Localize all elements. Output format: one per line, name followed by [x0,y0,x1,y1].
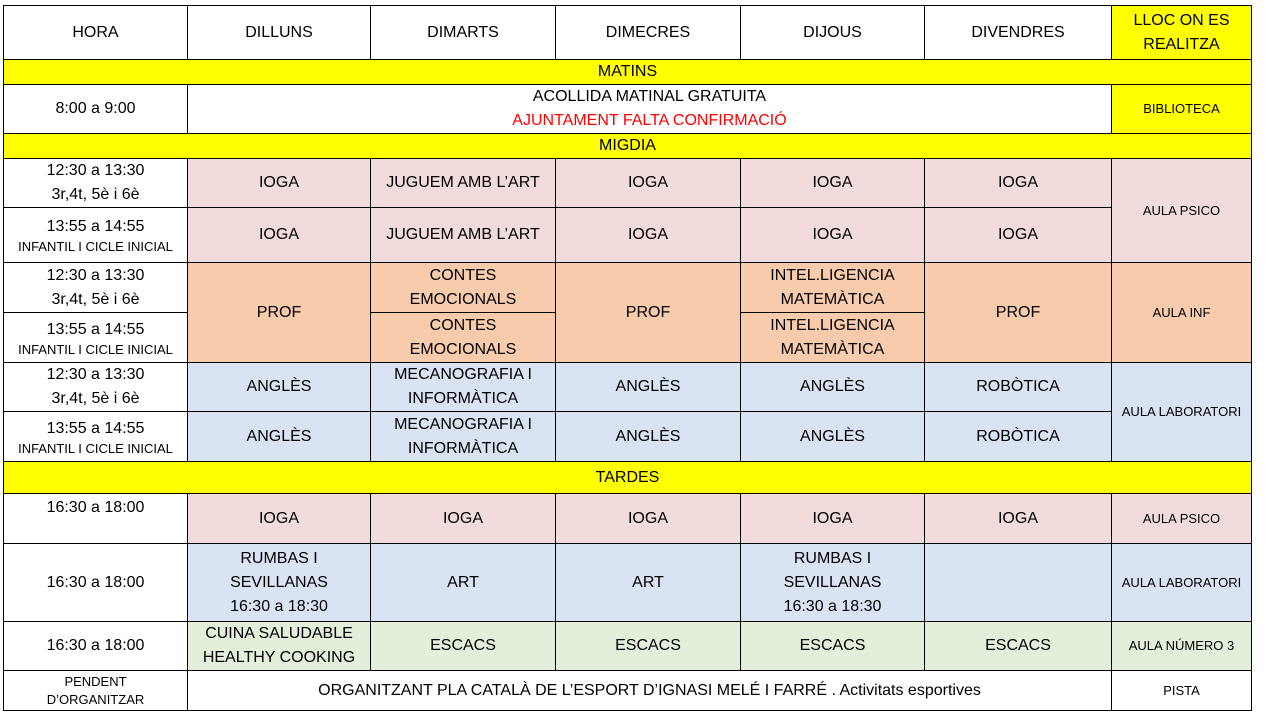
activity-line: SEVILLANAS [230,573,328,591]
migdia-lab-row2 [4,412,1252,462]
activity-cell: ANGLÈS [556,363,741,412]
activity-cell: ANGLÈS [741,363,925,412]
activity-cell: ART [556,544,741,622]
activity-cell: IOGA [925,208,1112,263]
activity-cell: ANGLÈS [556,412,741,462]
activity-line: CONTES [429,316,497,334]
section-row [4,60,1252,85]
place-cell: PISTA [1112,671,1252,711]
activity-cell: ANGLÈS [188,363,371,412]
header-hora: HORA [4,6,188,60]
activity-cell: IOGA [556,494,741,544]
activity-cell: PROF [556,263,741,363]
header-day: DIVENDRES [925,6,1112,60]
activity-cell: IOGA [741,159,925,208]
activity-cell: ESCACS [741,622,925,671]
place-cell: AULA LABORATORI [1112,544,1252,622]
activity-line: HEALTHY COOKING [202,649,356,666]
activity-cell: PROF [188,263,371,363]
activity-cell: IOGA [556,159,741,208]
activity-line: SEVILLANAS [783,573,882,591]
activity-cell [371,412,556,462]
time-cell [4,412,188,462]
activity-line: EMOCIONALS [409,340,517,358]
activity-cell: ANGLÈS [741,412,925,462]
activity-line: 16:30 a 18:30 [230,597,328,615]
activity-cell [741,544,925,622]
migdia-psico-row1 [4,159,1252,208]
time-range: 13:55 a 14:55 [46,320,145,338]
time-cell: 16:30 a 18:00 [4,622,188,671]
activity-cell: ESCACS [556,622,741,671]
activity-line: INTEL.LIGENCIA [770,316,895,334]
header-day: DIMARTS [371,6,556,60]
acollida-activity: ACOLLIDA MATINAL GRATUITA [532,88,767,105]
header-day: DIMECRES [556,6,741,60]
activity-cell: ESCACS [371,622,556,671]
migdia-inf-row1 [4,263,1252,313]
place-cell: AULA PSICO [1112,159,1252,263]
activity-cell: JUGUEM AMB L’ART [371,208,556,263]
activity-cell: IOGA [556,208,741,263]
header-lloc-line2: REALITZA [1143,35,1220,53]
section-matins: MATINS [4,60,1252,85]
place-cell: AULA LABORATORI [1112,363,1252,462]
activity-cell: IOGA [188,159,371,208]
time-line: D’ORGANITZAR [46,691,145,707]
time-cell: 16:30 a 18:00 [4,544,188,622]
section-row [4,134,1252,159]
activity-cell [741,313,925,363]
activity-cell: ROBÒTICA [925,363,1112,412]
time-group: 3r,4t, 5è i 6è [51,390,140,407]
activity-cell: IOGA [188,494,371,544]
time-line: PENDENT [64,673,127,689]
activity-cell: IOGA [925,494,1112,544]
section-migdia: MIGDIA [4,134,1252,159]
time-group: 3r,4t, 5è i 6è [51,186,140,203]
acollida-cell [188,85,1112,134]
place-cell: BIBLIOTECA [1112,85,1252,134]
time-group: 3r,4t, 5è i 6è [51,290,140,308]
time-cell [4,671,188,711]
time-cell [4,208,188,263]
time-group: INFANTIL I CICLE INICIAL [18,440,173,456]
time-range: 13:55 a 14:55 [46,419,145,437]
place-cell: AULA PSICO [1112,494,1252,544]
tardes-row1 [4,494,1252,544]
activity-line: 16:30 a 18:30 [783,597,882,615]
activity-line: RUMBAS I [240,549,318,567]
activity-line: MECANOGRAFIA I [394,366,532,383]
activity-line: CONTES [429,266,497,284]
activity-cell: JUGUEM AMB L’ART [371,159,556,208]
activity-cell [188,622,371,671]
tardes-row2 [4,544,1252,622]
activity-cell: IOGA [188,208,371,263]
place-cell: AULA NÚMERO 3 [1112,622,1252,671]
time-cell [4,363,188,412]
activity-cell [925,544,1112,622]
time-range: 12:30 a 13:30 [46,266,145,284]
time-group: INFANTIL I CICLE INICIAL [18,239,173,254]
activity-cell: PROF [925,263,1112,363]
header-day: DILLUNS [188,6,371,60]
time-range: 12:30 a 13:30 [46,162,145,179]
activity-cell: ROBÒTICA [925,412,1112,462]
activity-cell [188,544,371,622]
tardes-row3 [4,622,1252,671]
activity-line: MECANOGRAFIA I [394,415,532,433]
migdia-psico-row2 [4,208,1252,263]
place-cell: AULA INF [1112,263,1252,363]
time-cell: 8:00 a 9:00 [4,85,188,134]
time-cell [4,263,188,313]
time-range: 13:55 a 14:55 [46,218,145,235]
section-row [4,462,1252,494]
header-day: DIJOUS [741,6,925,60]
activity-cell: ANGLÈS [188,412,371,462]
time-cell [4,313,188,363]
activity-line: RUMBAS I [793,549,872,567]
activity-line: INFORMÀTICA [407,439,519,457]
activity-line: MATEMÀTICA [780,340,885,358]
activity-cell: IOGA [741,208,925,263]
matins-row [4,85,1252,134]
activity-line: CUINA SALUDABLE [205,625,353,642]
activity-cell: IOGA [371,494,556,544]
migdia-lab-row1 [4,363,1252,412]
header-lloc [1112,6,1252,60]
activity-cell [371,363,556,412]
activity-cell: IOGA [741,494,925,544]
time-range: 12:30 a 13:30 [46,366,145,383]
activity-cell: ORGANITZANT PLA CATALÀ DE L’ESPORT D’IGNASI MELÉ I FARRÉ . Activitats esportives [188,671,1112,711]
activity-line: EMOCIONALS [409,290,517,308]
tardes-row4 [4,671,1252,711]
schedule-table [3,5,1252,711]
activity-cell [371,263,556,313]
activity-cell: ESCACS [925,622,1112,671]
header-lloc-line1: LLOC ON ES [1133,11,1230,29]
activity-cell [741,263,925,313]
time-cell: 16:30 a 18:00 [4,494,188,544]
time-group: INFANTIL I CICLE INICIAL [18,341,173,357]
header-row [4,6,1252,60]
activity-line: INTEL.LIGENCIA [770,266,895,284]
time-cell [4,159,188,208]
section-tardes: TARDES [4,462,1252,494]
activity-cell: ART [371,544,556,622]
activity-cell: IOGA [925,159,1112,208]
acollida-note: AJUNTAMENT FALTA CONFIRMACIÓ [512,112,787,129]
activity-cell [371,313,556,363]
activity-line: MATEMÀTICA [780,290,885,308]
activity-line: INFORMÀTICA [407,390,519,407]
